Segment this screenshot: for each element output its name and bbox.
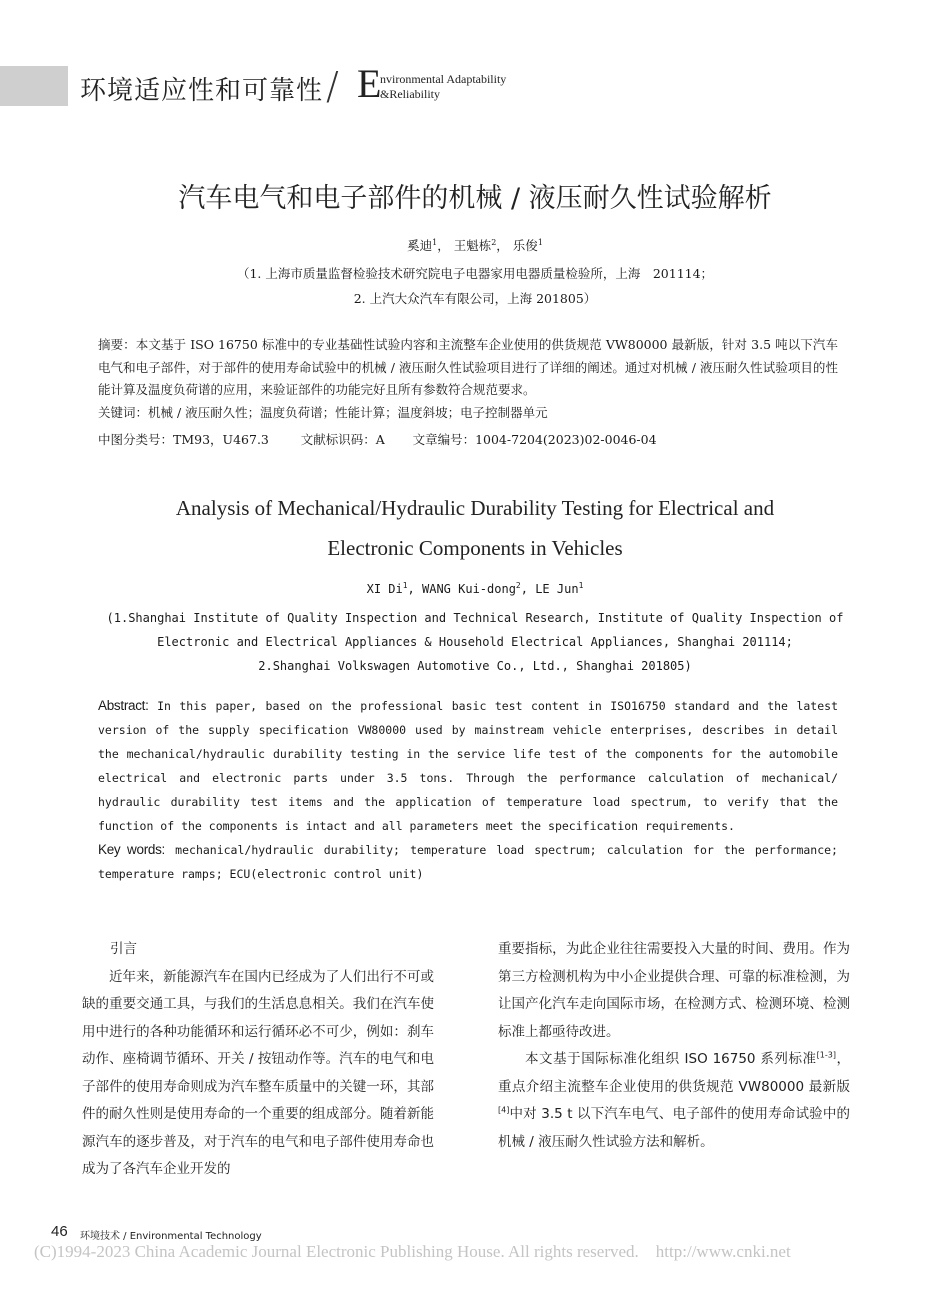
section-title-cn: 环境适应性和可靠性 — [80, 76, 324, 106]
article-title-cn: 汽车电气和电子部件的机械 / 液压耐久性试验解析 — [178, 183, 772, 214]
affiliation-en-1: (1.Shanghai Institute of Quality Inspection and Technical Research, Institute of Quality Inspection of — [106, 611, 844, 625]
clc-value: TM93，U467.3 — [173, 432, 269, 447]
author-name: 奚迪 — [407, 238, 433, 253]
body-paragraph: 近年来，新能源汽车在国内已经成为了人们出行不可或缺的重要交通工具，与我们的生活息息相关。我们在汽车使用中进行的各种功能循环和运行循环必不可少，例如：刹车动作、座椅调节循环、开关 / 按钮动作等。汽车的电气和电子部件的使用寿命则成为汽车整车质量中的关键一环，其部件的耐久性则是使用寿命的一个重要的组成部分。随着新能源汽车的逐步普及，对于汽车的电气和电子部件使用寿命也成为了各汽车企业开发的 — [82, 968, 434, 1177]
author-affil-mark: 1 — [578, 581, 584, 590]
author-name: 王魁栋 — [453, 238, 492, 253]
affiliations-en — [70, 606, 880, 678]
body-column-right — [498, 936, 850, 1156]
author-affil-mark: 1 — [537, 237, 543, 247]
author-separator: , — [520, 582, 536, 596]
section-heading-intro: 引言 — [110, 941, 137, 957]
doc-code-label: 文献标识码： — [300, 432, 376, 447]
affiliation-cn-1: （1. 上海市质量监督检验技术研究院电子电器家用电器质量检验所，上海 201114； — [236, 266, 714, 281]
authors-en — [0, 582, 950, 596]
abstract-cn-label: 摘要： — [98, 337, 136, 352]
authors-cn — [0, 236, 950, 254]
article-title-en-line2: Electronic Components in Vehicles — [327, 536, 623, 560]
author-name-en: WANG Kui-dong — [422, 582, 516, 596]
abstract-en-text: In this paper, based on the professional basic test content in ISO16750 standard and the latest version of the supply specification VW80000 used by mainstream vehicle enterprises, describes in detail the mechanical/hydraulic durability testing in the service life test of the components for the automobile electrical and electronic parts under 3.5 tons. Through the performance calculation of mechanical/ hydraulic durability test items and the application of temperature load spectrum, to verify that the function of the components is intact and all parameters meet the specification requirements. — [98, 699, 838, 833]
author-separator: ， — [496, 238, 509, 253]
abstract-cn-text: 本文基于 ISO 16750 标准中的专业基础性试验内容和主流整车企业使用的供货规范 VW80000 最新版，针对 3.5 吨以下汽车电气和电子部件，对于部件的使用寿命试验中的机械 / 液压耐久性试验项目进行了详细的阐述。通过对机械 / 液压耐久性试验项目的性能计算及温度负荷谱的应用，来验证部件的功能完好且所有参数符合规范要求。 — [98, 337, 838, 397]
page-number: 46 — [51, 1223, 68, 1240]
article-no-label: 文章编号： — [412, 432, 476, 447]
section-divider-slash: / — [326, 64, 339, 108]
author-name-en: XI Di — [366, 582, 403, 596]
body-paragraph — [498, 1046, 850, 1156]
article-title-en — [100, 488, 850, 568]
author-affil-mark: 2 — [491, 237, 497, 247]
copyright-watermark: (C)1994-2023 China Academic Journal Electronic Publishing House. All rights reserved. http://www.cnki.net — [34, 1242, 791, 1261]
body-text-segment: 本文基于国际标准化组织 ISO 16750 系列标准 — [525, 1051, 817, 1067]
citation-ref[interactable]: [4] — [498, 1105, 510, 1115]
affiliation-cn-2: 2. 上汽大众汽车有限公司，上海 201805） — [353, 291, 597, 306]
author-affil-mark: 2 — [515, 581, 521, 590]
body-paragraph-continued: 重要指标，为此企业往往需要投入大量的时间、费用。作为第三方检测机构为中小企业提供合理、可靠的标准检测，为让国产化汽车走向国际市场，在检测方式、检测环境、检测标准上都亟待改进。 — [498, 941, 850, 1040]
section-title-en-line2: &Reliability — [380, 87, 440, 101]
article-title-en-line1: Analysis of Mechanical/Hydraulic Durability Testing for Electrical and — [175, 496, 775, 520]
affiliation-en-3: 2.Shanghai Volkswagen Automotive Co., Ltd., Shanghai 201805) — [258, 659, 692, 673]
author-affil-mark: 1 — [432, 237, 438, 247]
citation-ref[interactable]: [1-3] — [816, 1050, 836, 1060]
keywords-cn-label: 关键词： — [98, 404, 149, 420]
section-title-en-initial: E — [357, 61, 382, 106]
article-no-value: 1004-7204(2023)02-0046-04 — [475, 432, 657, 447]
body-text-segment: ，重点介绍主流整车企业使用的供货规范 VW80000 最新版 — [498, 1051, 850, 1095]
affiliation-en-2: Electronic and Electrical Appliances & Household Electrical Appliances, Shanghai 201114; — [157, 635, 793, 649]
author-affil-mark: 1 — [402, 581, 408, 590]
body-text-segment: 中对 3.5 t 以下汽车电气、电子部件的使用寿命试验中的机械 / 液压耐久性试验方法和解析。 — [498, 1106, 850, 1150]
abstract-en-label: Abstract: — [98, 698, 149, 713]
section-title-en-line1: nvironmental Adaptability — [380, 72, 507, 86]
keywords-en-label: Key words: — [98, 842, 166, 857]
author-separator: , — [407, 582, 422, 596]
classification-line — [98, 430, 657, 448]
abstract-en — [98, 694, 838, 838]
journal-name: 环境技术 / Environmental Technology — [80, 1231, 262, 1242]
header-accent-bar — [0, 66, 68, 106]
clc-label: 中图分类号： — [98, 432, 174, 447]
author-separator: ， — [437, 238, 450, 253]
author-name: 乐俊 — [512, 238, 538, 253]
keywords-en-text: mechanical/hydraulic durability; temperature load spectrum; calculation for the performance; temperature ramps; ECU(electronic control unit) — [98, 843, 838, 881]
body-column-left — [82, 936, 434, 1184]
author-name-en: LE Jun — [535, 582, 579, 596]
doc-code-value: A — [375, 432, 385, 447]
keywords-cn-text: 机械 / 液压耐久性；温度负荷谱；性能计算；温度斜坡；电子控制器单元 — [148, 404, 548, 420]
keywords-en — [98, 838, 838, 886]
abstract-cn — [98, 334, 838, 424]
